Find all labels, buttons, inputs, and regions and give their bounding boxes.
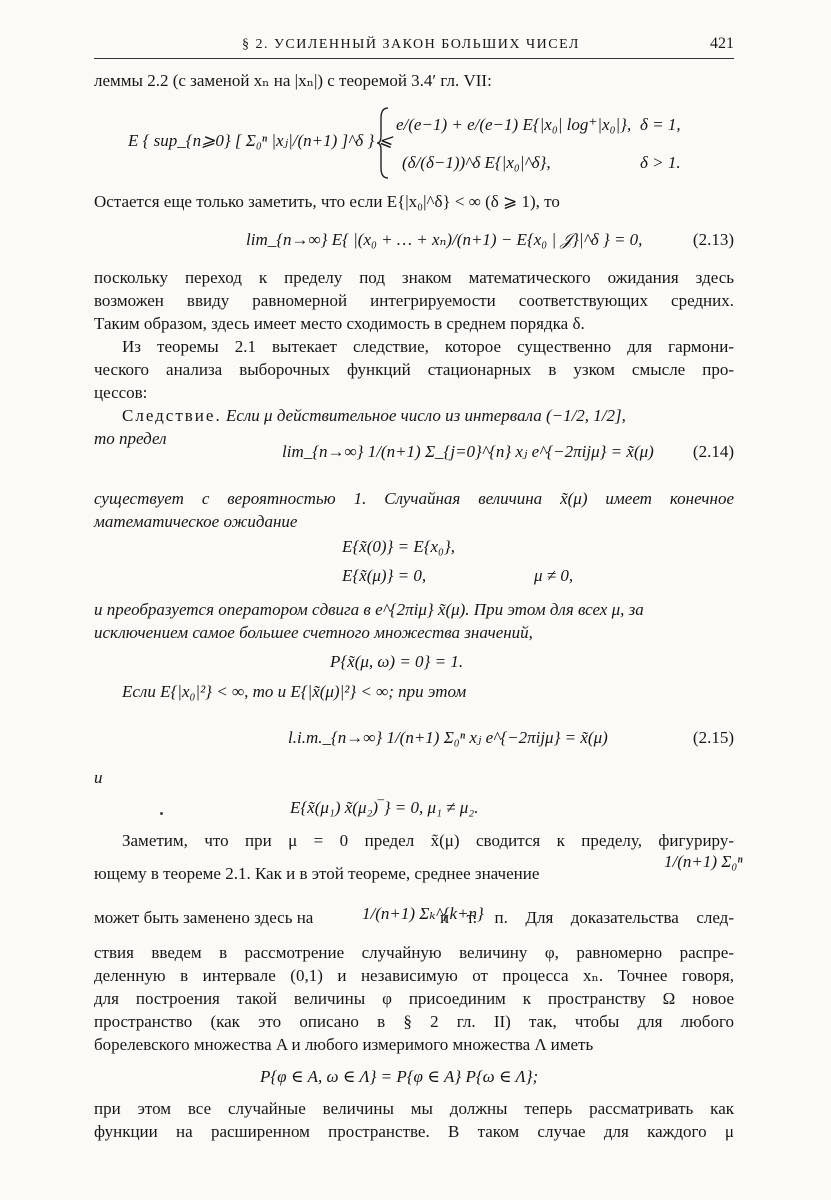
text-line: существует с вероятностью 1. Случайная величина x̃(μ) имеет конечное: [94, 489, 734, 508]
shifted-average-formula: 1/(n+1) Σₖ^{k+n}: [362, 904, 484, 923]
text-line: возможен ввиду равномерной интегрируемости соответствующих средних.: [94, 291, 734, 310]
expectation-at-zero: E{x̃(0)} = E{x₀},: [342, 537, 456, 556]
running-title: § 2. УСИЛЕННЫЙ ЗАКОН БОЛЬШИХ ЧИСЕЛ: [242, 37, 580, 52]
equation-number-2-15: (2.15): [692, 728, 734, 747]
orthogonality: E{x̃(μ₁) x̃(μ₂)‾} = 0, μ₁ ≠ μ₂.: [290, 798, 479, 817]
text-line: Заметим, что при μ = 0 предел x̃(μ) сводится к пределу, фигуриру-: [122, 831, 734, 850]
case-delta-gt-one: (δ/(δ−1))^δ E{|x₀|^δ},: [402, 153, 551, 172]
independence-formula: P{φ ∈ A, ω ∈ Λ} = P{φ ∈ A} P{ω ∈ Λ};: [260, 1067, 539, 1086]
case-delta-one: e/(e−1) + e/(e−1) E{|x₀| log⁺|x₀|},: [396, 115, 632, 134]
case-delta-gt-one-condition: δ > 1.: [640, 153, 681, 172]
text-segment: ющему в теореме 2.1. Как и в этой теореме, среднее значение: [94, 864, 540, 883]
corollary-text: Если μ действительное число из интервала (−1/2, 1/2],: [225, 406, 626, 425]
running-header: [94, 34, 734, 59]
text-line: функции на расширенном пространстве. В таком случае для каждого μ: [94, 1122, 734, 1141]
text-line: Из теоремы 2.1 вытекает следствие, которое существенно для гармони-: [122, 337, 734, 356]
equation-number-2-13: (2.13): [692, 230, 734, 249]
left-brace-icon: [376, 106, 390, 180]
text-line: Остается еще только заметить, что если E{|x₀|^δ} < ∞ (δ ⩾ 1), то: [94, 192, 560, 211]
equation-2-14: lim_{n→∞} 1/(n+1) Σ_{j=0}^{n} xⱼ e^{−2πijμ} = x̃(μ): [282, 442, 654, 461]
text-line: борелевского множества A и любого измеримого множества Λ иметь: [94, 1035, 594, 1054]
corollary-line: [122, 404, 734, 428]
text-segment: может быть заменено здесь на: [94, 908, 314, 927]
text-line-with-average: [94, 852, 743, 886]
case-delta-one-condition: δ = 1,: [640, 115, 681, 134]
text-line: исключением самое большее счетного множества значений,: [94, 623, 533, 642]
text-line: пространство (как это описано в § 2 гл. II) так, чтобы для любого: [94, 1012, 734, 1031]
page-number: 421: [710, 35, 734, 52]
text-line: то предел: [94, 429, 167, 448]
average-formula: 1/(n+1) Σ₀ⁿ: [664, 852, 743, 871]
equation-2-13: lim_{n→∞} E{ |(x₀ + … + xₙ)/(n+1) − E{x₀ | 𝒥}|^δ } = 0,: [246, 230, 643, 249]
text-line: деленную в интервале (0,1) и независимую от процесса xₙ. Точнее говоря,: [94, 966, 734, 985]
text-line: ствия введем в рассмотрение случайную величину φ, равномерно распре-: [94, 943, 734, 962]
text-line: и: [94, 768, 103, 787]
text-line: для построения такой величины φ присоединим к пространству Ω новое: [94, 989, 734, 1008]
corollary-label: Следствие.: [122, 406, 222, 425]
text-line: ческого анализа выборочных функций стационарных в узком смысле про-: [94, 360, 734, 379]
text-line: цессов:: [94, 383, 148, 402]
text-segment: и т. п. Для доказательства след-: [440, 908, 734, 927]
equation-2-15: l.i.m._{n→∞} 1/(n+1) Σ₀ⁿ xⱼ e^{−2πijμ} = x̃(μ): [288, 728, 608, 747]
text-line: при этом все случайные величины мы должны теперь рассматривать как: [94, 1099, 734, 1118]
text-line: поскольку переход к пределу под знаком математического ожидания здесь: [94, 268, 734, 287]
text-line-with-average: [94, 906, 734, 930]
text-line: Таким образом, здесь имеет место сходимость в среднем порядка δ.: [94, 314, 585, 333]
expectation-condition: μ ≠ 0,: [534, 566, 574, 585]
print-speck: [160, 812, 163, 815]
equation-number-2-14: (2.14): [692, 442, 734, 461]
text-line: Если E{|x₀|²} < ∞, то и E{|x̃(μ)|²} < ∞; при этом: [122, 682, 467, 701]
text-line: и преобразуется оператором сдвига в e^{2πiμ} x̃(μ). При этом для всех μ, за: [94, 600, 644, 619]
text-line: математическое ожидание: [94, 512, 298, 531]
expectation-nonzero: E{x̃(μ)} = 0,: [342, 566, 427, 585]
sup-expression: E { sup_{n⩾0} [ Σ₀ⁿ |xⱼ|/(n+1) ]^δ } ⩽: [128, 131, 393, 150]
text-line: леммы 2.2 (с заменой xₙ на |xₙ|) с теоремой 3.4′ гл. VII:: [94, 71, 492, 90]
probability-zero: P{x̃(μ, ω) = 0} = 1.: [330, 652, 464, 671]
